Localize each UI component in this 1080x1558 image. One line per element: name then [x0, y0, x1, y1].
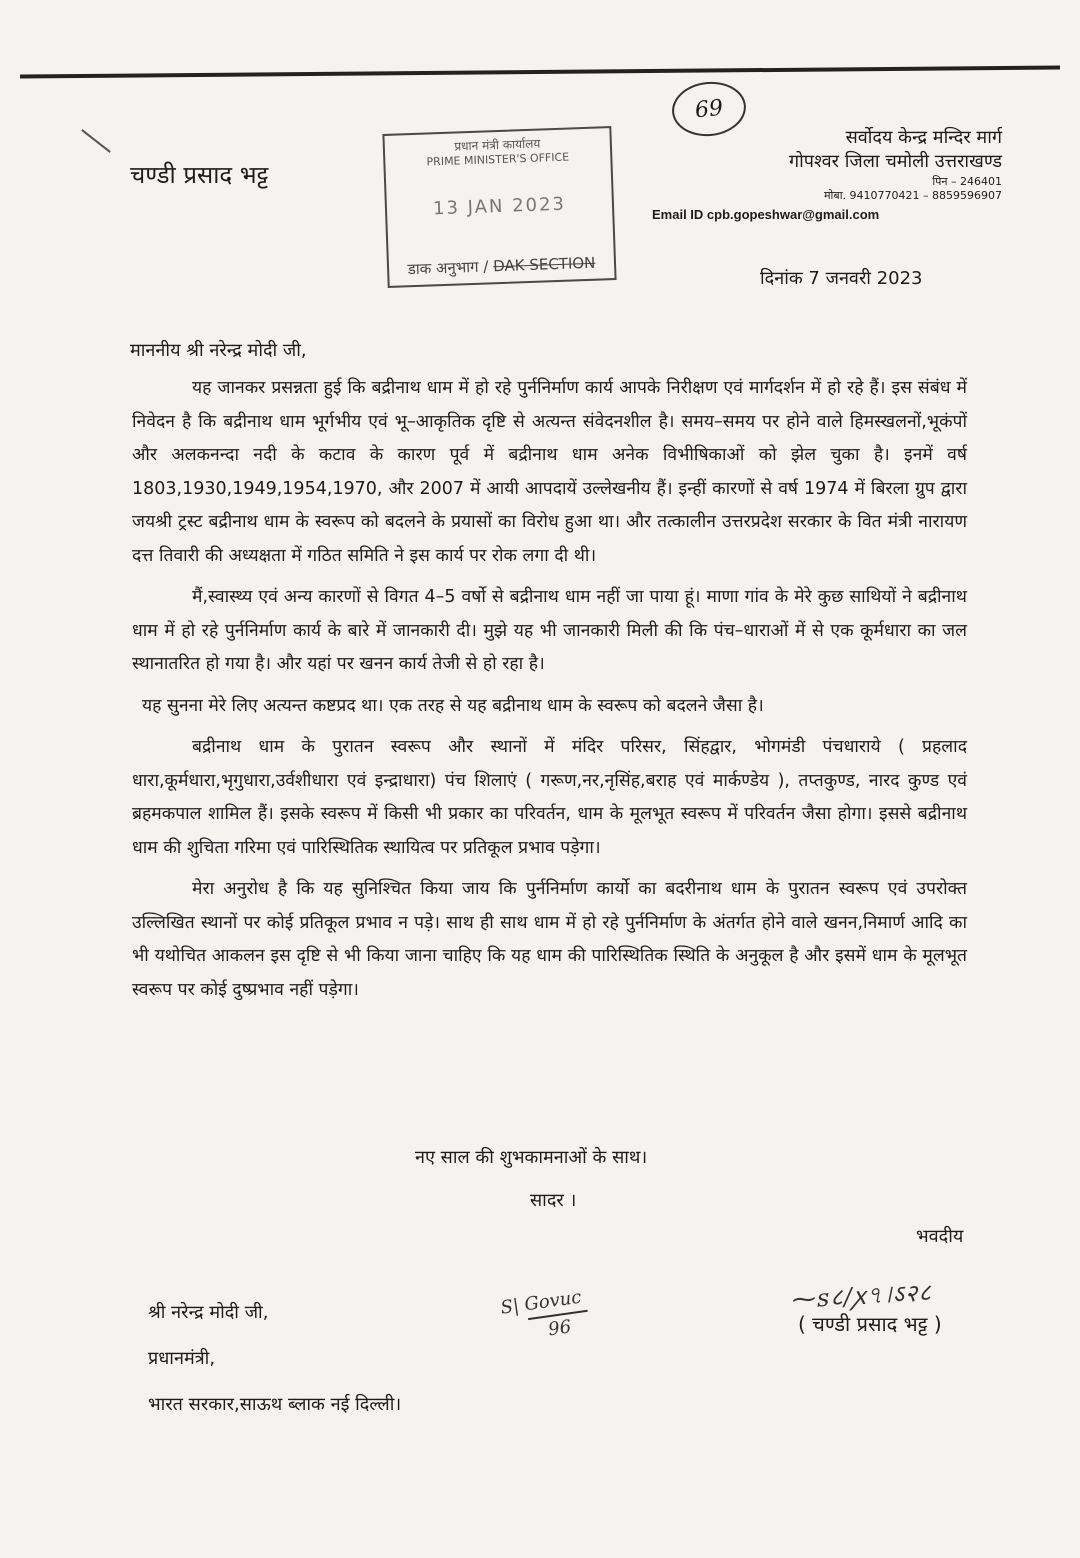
- sender-name: चण्डी प्रसाद भट्ट: [130, 161, 269, 189]
- closing-wish: नए साल की शुभकामनाओं के साथ।: [415, 1147, 648, 1168]
- annotation-text: S| Govuc: [499, 1286, 583, 1319]
- address-pin: पिन – 246401: [932, 174, 1002, 188]
- stamp-line-hindi: प्रधान मंत्री कार्यालय: [454, 136, 541, 154]
- stamp-line-english: PRIME MINISTER'S OFFICE: [426, 150, 570, 169]
- handwritten-signature: ⁓ꜱ८/ꭗ৭।ऽ२८: [791, 1278, 933, 1314]
- paragraph: यह सुनना मेरे लिए अत्यन्त कष्टप्रद था। एक तरह से यह बद्रीनाथ धाम के स्वरूप को बदलने जैसा है।: [142, 695, 764, 716]
- letter-date: दिनांक 7 जनवरी 2023: [760, 268, 923, 289]
- stamp-date: 13 JAN 2023: [432, 193, 567, 220]
- closing-yours: भवदीय: [916, 1226, 964, 1247]
- page-number-circle: 69: [669, 78, 748, 139]
- sender-address: [652, 122, 1002, 224]
- annotation-number: 96: [528, 1310, 591, 1346]
- address-line1: सर्वोदय केन्द्र मन्दिर मार्ग: [845, 127, 1002, 148]
- letter-body: [132, 372, 967, 1015]
- stamp-section-hindi: डाक अनुभाग /: [407, 257, 489, 279]
- recipient-block: [148, 1290, 401, 1428]
- corner-mark: [81, 129, 111, 153]
- stamp-section-english: DAK SECTION: [492, 253, 596, 276]
- paragraph: यह जानकर प्रसन्नता हुई कि बद्रीनाथ धाम में हो रहे पुर्ननिर्माण कार्य आपके निरीक्षण एवं मार्गदर्शन में हो रहे हैं। इस संबंध में निवेदन है कि बद्रीनाथ धाम भूर्गभीय एवं भू–आकृतिक दृष्टि से अत्यन्त संवेदनशील है। समय–समय पर होने वाले हिमस्खलनों,भूकंपों और अलकनन्दा नदी के कटाव के कारण पूर्व में बद्रीनाथ धाम अनेक विभीषिकाओं को झेल चुका है। इनमें वर्ष 1803,1930,1949,1954,1970, और 2007 में आयी आपदायें उल्लेखनीय हैं। इन्हीं कारणों से वर्ष 1974 में बिरला ग्रुप द्वारा जयश्री ट्रस्ट बद्रीनाथ धाम के स्वरूप को बदलने के प्रयासों का विरोध हुआ था। और तत्कालीन उत्तरप्रदेश सरकार के वित मंत्री नारायण दत्त तिवारी की अध्यक्षता में गठित समिति ने इस कार्य पर रोक लगा दी थी।: [132, 378, 967, 566]
- address-phone: मोबा. 9410770421 – 8859596907: [823, 189, 1002, 203]
- pmo-received-stamp: [382, 126, 616, 288]
- recipient-line2: प्रधानमंत्री,: [148, 1348, 216, 1369]
- signatory-name: ( चण्डी प्रसाद भट्ट ): [798, 1312, 942, 1336]
- stamp-section: [397, 252, 607, 279]
- top-rule: [20, 65, 1060, 78]
- closing-regards: सादर ।: [530, 1190, 577, 1211]
- address-email: Email ID cpb.gopeshwar@gmail.com: [652, 207, 880, 223]
- address-line2: गोपश्वर जिला चमोली उत्तराखण्ड: [788, 151, 1002, 173]
- paragraph: मेरा अनुरोध है कि यह सुनिश्चित किया जाय कि पुर्ननिर्माण कार्यो का बदरीनाथ धाम के पुरातन स्वरूप एवं उपरोक्त उल्लिखित स्थानों पर कोई प्रतिकूल प्रभाव न पड़े। साथ ही साथ धाम में हो रहे पुर्ननिर्माण के अंतर्गत होने वाले खनन,निमार्ण आदि का भी यथोचित आकलन इस दृष्टि से भी किया जाना चाहिए कि यह धाम की पारिस्थितिक स्थिति के अनुकूल है और इसमें धाम के मूलभूत स्वरूप पर कोई दुष्प्रभाव नहीं पड़ेगा।: [132, 879, 967, 1000]
- paragraph: बद्रीनाथ धाम के पुरातन स्वरूप और स्थानों में मंदिर परिसर, सिंहद्वार, भोगमंडी पंचधाराये ( प्रहलाद धारा,कूर्मधारा,भृगुधारा,उर्वशीधारा एवं इन्द्राधारा) पंच शिलाएं ( गरूण,नर,नृसिंह,बराह एवं मार्कण्डेय ), तप्तकुण्ड, नारद कुण्ड एवं ब्रहमकपाल शामिल हैं। इसके स्वरूप में किसी भी प्रकार का परिवर्तन, धाम के मूलभूत स्वरूप में परिवर्तन जैसा होगा। इससे बद्रीनाथ धाम की शुचिता गरिमा एवं पारिस्थितिक स्थायित्व पर प्रतिकूल प्रभाव पड़ेगा।: [132, 737, 967, 858]
- handwritten-annotation: [495, 1284, 592, 1350]
- recipient-line3: भारत सरकार,साऊथ ब्लाक नई दिल्ली।: [148, 1394, 402, 1415]
- salutation: माननीय श्री नरेन्द्र मोदी जी,: [130, 340, 307, 361]
- paragraph: मैं,स्वास्थ्य एवं अन्य कारणों से विगत 4–5 वर्षो से बद्रीनाथ धाम नहीं जा पाया हूं। माणा गांव के मेरे कुछ साथियों ने बद्रीनाथ धाम में हो रहे पुर्ननिर्माण कार्य के बारे में जानकारी दी। मुझे यह भी जानकारी मिली की कि पंच–धाराओं में से एक कूर्मधारा का जल स्थानातरित हो गया है। और यहां पर खनन कार्य तेजी से हो रहा है।: [132, 587, 967, 674]
- recipient-line1: श्री नरेन्द्र मोदी जी,: [148, 1302, 269, 1323]
